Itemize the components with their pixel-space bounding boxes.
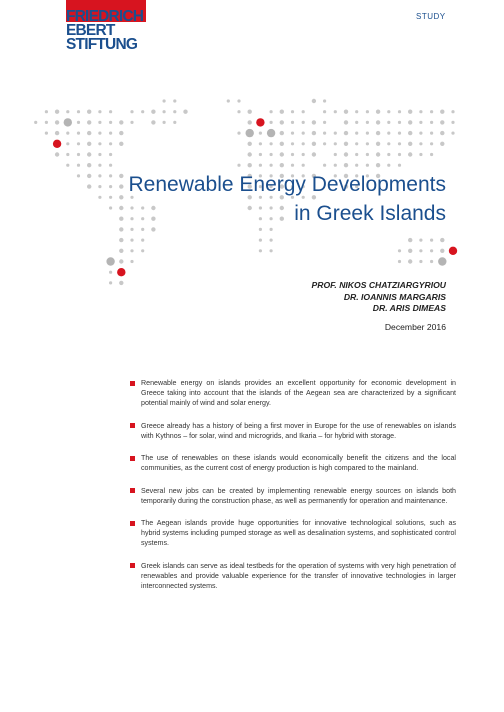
- bullet-square-icon: [130, 423, 135, 428]
- map-dot: [55, 152, 59, 156]
- map-dot-highlight: [256, 118, 264, 126]
- logo-line-2: EBERT: [66, 22, 115, 39]
- map-dot: [419, 260, 422, 263]
- map-dot: [248, 142, 252, 146]
- summary-bullet: [129, 486, 456, 506]
- bullet-text: The use of renewables on these islands would economically benefit the citizens and the local communities, as the current cost of energy production is high compared to the mainland.: [141, 454, 456, 472]
- logo-line-3: STIFTUNG: [66, 36, 138, 53]
- map-dot: [98, 132, 101, 135]
- map-dot: [98, 153, 101, 156]
- map-dot: [302, 132, 305, 135]
- map-dot: [291, 153, 294, 156]
- map-dot: [312, 99, 316, 103]
- summary-bullet-list: [129, 378, 456, 603]
- map-dot: [419, 110, 422, 113]
- map-dot: [270, 142, 273, 145]
- map-dot: [130, 260, 133, 263]
- map-dot: [398, 260, 401, 263]
- map-dot: [259, 164, 262, 167]
- map-dot: [77, 174, 80, 177]
- map-dot: [77, 153, 80, 156]
- map-dot: [302, 164, 305, 167]
- map-dot: [344, 110, 348, 114]
- map-dot: [248, 163, 252, 167]
- map-dot: [334, 110, 337, 113]
- map-dot: [109, 281, 112, 284]
- map-dot: [430, 239, 433, 242]
- map-dot: [66, 164, 69, 167]
- map-dot: [344, 163, 348, 167]
- map-dot: [440, 238, 444, 242]
- map-dot: [355, 142, 358, 145]
- map-dot: [259, 132, 262, 135]
- map-dot-highlight: [117, 268, 125, 276]
- map-dot: [398, 110, 401, 113]
- summary-bullet: [129, 421, 456, 441]
- map-dot: [77, 110, 80, 113]
- map-dot: [430, 142, 433, 145]
- map-dot: [248, 120, 252, 124]
- map-dot: [376, 110, 380, 114]
- map-dot: [87, 163, 91, 167]
- map-dot: [387, 110, 390, 113]
- map-dot: [398, 164, 401, 167]
- map-dot: [376, 163, 380, 167]
- map-dot: [109, 271, 112, 274]
- map-dot: [66, 142, 69, 145]
- map-dot: [355, 110, 358, 113]
- map-dot: [77, 164, 80, 167]
- bullet-text: Greece already has a history of being a first mover in Europe for the use of renewables on islands with Kythnos – for solar, wind and microgrids, and Ikaria – for hybrid with storage.: [141, 421, 456, 440]
- author-list: [240, 280, 446, 315]
- map-dot: [109, 164, 112, 167]
- map-dot: [430, 249, 433, 252]
- map-dot: [141, 239, 144, 242]
- map-dot: [270, 110, 273, 113]
- map-dot: [408, 120, 412, 124]
- map-dot: [87, 142, 91, 146]
- map-dot: [77, 142, 80, 145]
- map-dot: [87, 174, 91, 178]
- map-dot: [376, 131, 380, 135]
- map-dot: [323, 99, 326, 102]
- map-dot: [408, 152, 412, 156]
- map-dot: [366, 132, 369, 135]
- map-dot: [440, 249, 444, 253]
- map-dot: [280, 163, 284, 167]
- map-dot: [334, 142, 337, 145]
- map-dot: [66, 132, 69, 135]
- map-dot: [109, 153, 112, 156]
- map-dot: [323, 132, 326, 135]
- map-dot: [130, 110, 133, 113]
- map-dot: [323, 164, 326, 167]
- map-dot: [440, 120, 444, 124]
- map-dot: [163, 110, 166, 113]
- bullet-text: Renewable energy on islands provides an excellent opportunity for economic development in Greece taking into account that the islands of the Aegean sea are characterized by a significant potential mainly of wind and solar energy.: [141, 379, 456, 407]
- map-dot: [355, 132, 358, 135]
- map-dot: [183, 110, 187, 114]
- map-dot: [430, 121, 433, 124]
- map-dot: [430, 260, 433, 263]
- map-dot: [130, 239, 133, 242]
- map-dot: [151, 110, 155, 114]
- map-dot: [141, 110, 144, 113]
- map-dot: [173, 121, 176, 124]
- map-dot: [280, 110, 284, 114]
- map-dot: [344, 131, 348, 135]
- map-dot: [408, 110, 412, 114]
- map-dot: [246, 129, 254, 137]
- map-dot: [270, 249, 273, 252]
- map-dot: [34, 121, 37, 124]
- author-2: DR. IOANNIS MARGARIS: [343, 291, 446, 302]
- map-dot: [355, 153, 358, 156]
- map-dot: [408, 249, 412, 253]
- map-dot: [387, 132, 390, 135]
- map-dot: [291, 132, 294, 135]
- author-3: DR. ARIS DIMEAS: [372, 303, 446, 313]
- map-dot: [119, 259, 123, 263]
- map-dot: [430, 110, 433, 113]
- map-dot: [237, 110, 240, 113]
- map-dot: [270, 121, 273, 124]
- map-dot: [141, 249, 144, 252]
- map-dot: [119, 238, 123, 242]
- map-dot: [237, 99, 240, 102]
- map-dot: [344, 142, 348, 146]
- map-dot: [387, 121, 390, 124]
- logo-line-1: FRIEDRICH: [66, 8, 144, 25]
- map-dot: [419, 239, 422, 242]
- document-title: [96, 170, 446, 228]
- map-dot: [98, 142, 101, 145]
- map-dot: [355, 121, 358, 124]
- map-dot: [344, 152, 348, 156]
- map-dot: [267, 129, 275, 137]
- map-dot: [119, 120, 123, 124]
- map-dot: [119, 131, 123, 135]
- map-dot: [312, 131, 316, 135]
- publication-date: December 2016: [384, 322, 446, 332]
- map-dot: [419, 121, 422, 124]
- map-dot: [408, 142, 412, 146]
- map-dot: [408, 259, 412, 263]
- map-dot: [344, 120, 348, 124]
- map-dot: [270, 153, 273, 156]
- map-dot: [141, 228, 144, 231]
- map-dot: [387, 142, 390, 145]
- map-dot: [312, 120, 316, 124]
- map-dot: [312, 152, 316, 156]
- map-dot: [366, 164, 369, 167]
- bullet-text: Several new jobs can be created by implementing renewable energy sources on islands both temporarily during the construction phase, as well as permanently for operation and maintenance.: [141, 486, 456, 505]
- map-dot: [451, 132, 454, 135]
- map-dot: [376, 152, 380, 156]
- map-dot: [173, 110, 176, 113]
- document-type-label: STUDY: [416, 12, 446, 21]
- map-dot: [334, 132, 337, 135]
- map-dot: [45, 110, 48, 113]
- map-dot: [366, 110, 369, 113]
- map-dot: [64, 118, 72, 126]
- map-dot: [430, 153, 433, 156]
- map-dot: [355, 164, 358, 167]
- map-dot: [387, 153, 390, 156]
- map-dot: [408, 131, 412, 135]
- map-dot: [291, 121, 294, 124]
- map-dot: [366, 121, 369, 124]
- map-dot: [109, 110, 112, 113]
- map-dot: [87, 120, 91, 124]
- map-dot: [334, 153, 337, 156]
- map-dot: [98, 110, 101, 113]
- map-dot: [366, 142, 369, 145]
- bullet-text: The Aegean islands provide huge opportunities for innovative technological solutions, such as hybrid systems including pumped storage as well as desalination systems, and sophisticated control systems.: [141, 519, 456, 547]
- map-dot: [119, 249, 123, 253]
- map-dot: [237, 164, 240, 167]
- map-dot: [408, 238, 412, 242]
- map-dot: [66, 110, 69, 113]
- map-dot: [98, 121, 101, 124]
- map-dot: [87, 131, 91, 135]
- map-dot: [259, 142, 262, 145]
- title-line-2: in Greek Islands: [294, 202, 446, 225]
- map-dot: [259, 239, 262, 242]
- map-dot: [45, 121, 48, 124]
- summary-bullet: [129, 518, 456, 548]
- map-dot: [440, 142, 444, 146]
- map-dot: [291, 142, 294, 145]
- map-dot: [302, 110, 305, 113]
- map-dot: [87, 184, 91, 188]
- map-dot: [419, 249, 422, 252]
- map-dot: [163, 99, 166, 102]
- map-dot: [151, 120, 155, 124]
- map-dot: [55, 131, 59, 135]
- map-dot: [398, 121, 401, 124]
- map-dot: [440, 131, 444, 135]
- map-dot: [248, 152, 252, 156]
- map-dot: [280, 131, 284, 135]
- map-dot: [163, 121, 166, 124]
- map-dot: [106, 257, 114, 265]
- map-dot: [87, 110, 91, 114]
- map-dot: [387, 164, 390, 167]
- map-dot: [323, 110, 326, 113]
- map-dot: [280, 142, 284, 146]
- map-dot: [109, 132, 112, 135]
- map-dot: [55, 120, 59, 124]
- summary-bullet: [129, 378, 456, 408]
- title-line-1: Renewable Energy Developments: [128, 173, 446, 196]
- map-dot: [451, 110, 454, 113]
- map-dot: [130, 228, 133, 231]
- map-dot: [398, 142, 401, 145]
- map-dot: [440, 110, 444, 114]
- map-dot: [87, 152, 91, 156]
- map-dot: [430, 132, 433, 135]
- map-dot: [451, 121, 454, 124]
- author-1: PROF. NIKOS CHATZIARGYRIOU: [311, 280, 446, 290]
- map-dot: [302, 142, 305, 145]
- map-dot: [366, 153, 369, 156]
- map-dot: [323, 142, 326, 145]
- map-dot: [248, 110, 252, 114]
- bullet-text: Greek islands can serve as ideal testbeds for the operation of systems with very high penetration of renewables and provide valuable experience for the transfer of innovative technologies in larger interconnected systems.: [141, 561, 456, 590]
- map-dot: [109, 142, 112, 145]
- map-dot: [419, 142, 422, 145]
- bullet-square-icon: [130, 563, 135, 568]
- map-dot: [323, 121, 326, 124]
- bullet-square-icon: [130, 488, 135, 493]
- map-dot: [280, 120, 284, 124]
- bullet-square-icon: [130, 456, 135, 461]
- map-dot: [270, 239, 273, 242]
- map-dot: [259, 228, 262, 231]
- map-dot: [119, 281, 123, 285]
- map-dot: [438, 257, 446, 265]
- map-dot: [376, 142, 380, 146]
- map-dot: [66, 153, 69, 156]
- map-dot: [77, 121, 80, 124]
- map-dot: [270, 164, 273, 167]
- dotted-world-map: [0, 0, 504, 320]
- summary-bullet: [129, 561, 456, 591]
- map-dot: [98, 164, 101, 167]
- bullet-square-icon: [130, 381, 135, 386]
- map-dot: [270, 228, 273, 231]
- map-dot: [173, 99, 176, 102]
- map-dot: [419, 153, 422, 156]
- map-dot: [398, 249, 401, 252]
- summary-bullet: [129, 453, 456, 473]
- map-dot-highlight: [449, 247, 457, 255]
- map-dot: [77, 132, 80, 135]
- map-dot: [302, 121, 305, 124]
- map-dot: [398, 153, 401, 156]
- map-dot: [45, 132, 48, 135]
- map-dot: [398, 132, 401, 135]
- map-dot: [291, 110, 294, 113]
- map-dot: [302, 153, 305, 156]
- map-dot: [130, 249, 133, 252]
- map-dot-highlight: [53, 140, 61, 148]
- map-dot: [376, 120, 380, 124]
- map-dot: [237, 132, 240, 135]
- map-dot: [280, 152, 284, 156]
- map-dot: [130, 121, 133, 124]
- map-dot: [334, 164, 337, 167]
- map-dot: [55, 110, 59, 114]
- map-dot: [109, 121, 112, 124]
- map-dot: [291, 164, 294, 167]
- map-dot: [419, 132, 422, 135]
- bullet-square-icon: [130, 521, 135, 526]
- map-dot: [312, 142, 316, 146]
- map-dot: [259, 153, 262, 156]
- map-dot: [259, 249, 262, 252]
- map-dot: [119, 142, 123, 146]
- map-dot: [227, 99, 230, 102]
